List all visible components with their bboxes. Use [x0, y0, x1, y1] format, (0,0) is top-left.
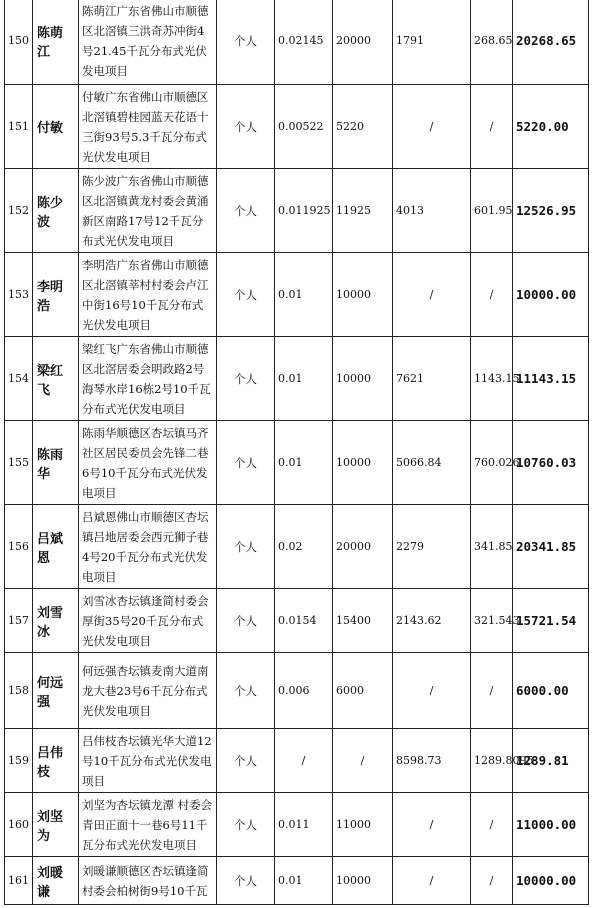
capacity-value: 0.0154 [275, 589, 333, 653]
capacity-value: / [275, 729, 333, 793]
total-amount: 10760.03 [513, 421, 589, 505]
applicant-name: 吕伟枝 [33, 729, 79, 793]
row-number: 161 [5, 857, 33, 905]
subsidy-amount: 11925 [333, 169, 393, 253]
generation-value: / [393, 253, 471, 337]
table-row [5, 589, 589, 653]
row-number: 151 [5, 85, 33, 169]
table-row [5, 793, 589, 857]
table-row [5, 729, 589, 793]
bonus-amount: 268.65 [471, 0, 513, 85]
project-description: 梁红飞广东省佛山市顺德区北滘居委会明政路2号海琴水岸16栋2号10千瓦分布式光伏发电项目 [79, 337, 217, 421]
total-amount: 10000.00 [513, 857, 589, 905]
total-amount: 15721.54 [513, 589, 589, 653]
generation-value: / [393, 85, 471, 169]
table-body [5, 0, 589, 905]
project-description: 付敏广东省佛山市顺德区北滘镇碧桂园蓝天花语十三街93号5.3千瓦分布式光伏发电项目 [79, 85, 217, 169]
row-number: 159 [5, 729, 33, 793]
project-description: 刘坚为杏坛镇龙潭 村委会青田正面十一巷6号11千瓦分布式光伏发电项目 [79, 793, 217, 857]
total-amount: 20268.65 [513, 0, 589, 85]
capacity-value: 0.02 [275, 505, 333, 589]
bonus-amount: / [471, 653, 513, 729]
applicant-type: 个人 [217, 169, 275, 253]
subsidy-table [4, 0, 589, 905]
bonus-amount: 341.85 [471, 505, 513, 589]
row-number: 155 [5, 421, 33, 505]
applicant-type: 个人 [217, 729, 275, 793]
applicant-name: 刘暖谦 [33, 857, 79, 905]
generation-value: 8598.73 [393, 729, 471, 793]
subsidy-amount: 20000 [333, 505, 393, 589]
applicant-name: 付敏 [33, 85, 79, 169]
total-amount: 12526.95 [513, 169, 589, 253]
subsidy-amount: 6000 [333, 653, 393, 729]
generation-value: 5066.84 [393, 421, 471, 505]
capacity-value: 0.011925 [275, 169, 333, 253]
applicant-type: 个人 [217, 589, 275, 653]
table-row [5, 505, 589, 589]
applicant-type: 个人 [217, 0, 275, 85]
table-row [5, 421, 589, 505]
generation-value: / [393, 857, 471, 905]
total-amount: 5220.00 [513, 85, 589, 169]
generation-value: 1791 [393, 0, 471, 85]
bonus-amount: 601.95 [471, 169, 513, 253]
table-row [5, 85, 589, 169]
subsidy-amount: 10000 [333, 857, 393, 905]
applicant-name: 李明浩 [33, 253, 79, 337]
bonus-amount: / [471, 85, 513, 169]
applicant-type: 个人 [217, 421, 275, 505]
subsidy-amount: 11000 [333, 793, 393, 857]
table-row [5, 337, 589, 421]
row-number: 157 [5, 589, 33, 653]
applicant-type: 个人 [217, 793, 275, 857]
bonus-amount: 321.543 [471, 589, 513, 653]
bonus-amount: / [471, 253, 513, 337]
capacity-value: 0.011 [275, 793, 333, 857]
project-description: 吕斌恩佛山市顺德区杏坛镇吕地居委会西元狮子巷4号20千瓦分布式光伏发电项目 [79, 505, 217, 589]
row-number: 158 [5, 653, 33, 729]
table-row [5, 653, 589, 729]
table-row [5, 169, 589, 253]
total-amount: 10000.00 [513, 253, 589, 337]
capacity-value: 0.006 [275, 653, 333, 729]
row-number: 152 [5, 169, 33, 253]
applicant-type: 个人 [217, 253, 275, 337]
applicant-type: 个人 [217, 857, 275, 905]
generation-value: 2279 [393, 505, 471, 589]
applicant-type: 个人 [217, 85, 275, 169]
applicant-name: 刘雪冰 [33, 589, 79, 653]
total-amount: 6000.00 [513, 653, 589, 729]
project-description: 吕伟枝杏坛镇光华大道12号10千瓦分布式光伏发电项目 [79, 729, 217, 793]
applicant-name: 吕斌恩 [33, 505, 79, 589]
subsidy-amount: 15400 [333, 589, 393, 653]
applicant-name: 刘坚为 [33, 793, 79, 857]
row-number: 154 [5, 337, 33, 421]
capacity-value: 0.01 [275, 337, 333, 421]
applicant-name: 陈萌江 [33, 0, 79, 85]
total-amount: 1289.81 [513, 729, 589, 793]
total-amount: 11000.00 [513, 793, 589, 857]
total-amount: 11143.15 [513, 337, 589, 421]
subsidy-amount: 20000 [333, 0, 393, 85]
generation-value: / [393, 793, 471, 857]
applicant-name: 陈少波 [33, 169, 79, 253]
generation-value: 2143.62 [393, 589, 471, 653]
project-description: 陈雨华顺德区杏坛镇马齐社区居民委员会先锋二巷6号10千瓦分布式光伏发电项目 [79, 421, 217, 505]
total-amount: 20341.85 [513, 505, 589, 589]
row-number: 156 [5, 505, 33, 589]
table-row [5, 857, 589, 905]
applicant-name: 梁红飞 [33, 337, 79, 421]
project-description: 李明浩广东省佛山市顺德区北滘镇莘村村委会卢江中街16号10千瓦分布式光伏发电项目 [79, 253, 217, 337]
capacity-value: 0.01 [275, 857, 333, 905]
capacity-value: 0.01 [275, 253, 333, 337]
subsidy-amount: 10000 [333, 421, 393, 505]
bonus-amount: 760.026 [471, 421, 513, 505]
project-description: 何远强杏坛镇麦南大道南龙大巷23号6千瓦分布式光伏发电项目 [79, 653, 217, 729]
subsidy-amount: 10000 [333, 253, 393, 337]
project-description: 陈少波广东省佛山市顺德区北滘镇黄龙村委会黄涌新区南路17号12千瓦分布式光伏发电项目 [79, 169, 217, 253]
table-row [5, 0, 589, 85]
capacity-value: 0.02145 [275, 0, 333, 85]
table-row [5, 253, 589, 337]
capacity-value: 0.01 [275, 421, 333, 505]
row-number: 153 [5, 253, 33, 337]
row-number: 150 [5, 0, 33, 85]
subsidy-amount: / [333, 729, 393, 793]
applicant-name: 何远强 [33, 653, 79, 729]
project-description: 刘雪冰杏坛镇逢简村委会厚街35号20千瓦分布式光伏发电项目 [79, 589, 217, 653]
applicant-type: 个人 [217, 653, 275, 729]
row-number: 160 [5, 793, 33, 857]
applicant-type: 个人 [217, 337, 275, 421]
bonus-amount: 1143.15 [471, 337, 513, 421]
capacity-value: 0.00522 [275, 85, 333, 169]
project-description: 陈萌江广东省佛山市顺德区北滘镇三洪奇苏冲街4号21.45千瓦分布式光伏发电项目 [79, 0, 217, 85]
applicant-type: 个人 [217, 505, 275, 589]
bonus-amount: / [471, 793, 513, 857]
generation-value: / [393, 653, 471, 729]
generation-value: 4013 [393, 169, 471, 253]
subsidy-amount: 10000 [333, 337, 393, 421]
subsidy-amount: 5220 [333, 85, 393, 169]
applicant-name: 陈雨华 [33, 421, 79, 505]
generation-value: 7621 [393, 337, 471, 421]
bonus-amount: 1289.8095 [471, 729, 513, 793]
project-description: 刘暖谦顺德区杏坛镇逢简村委会柏树街9号10千瓦 [79, 857, 217, 905]
bonus-amount: / [471, 857, 513, 905]
